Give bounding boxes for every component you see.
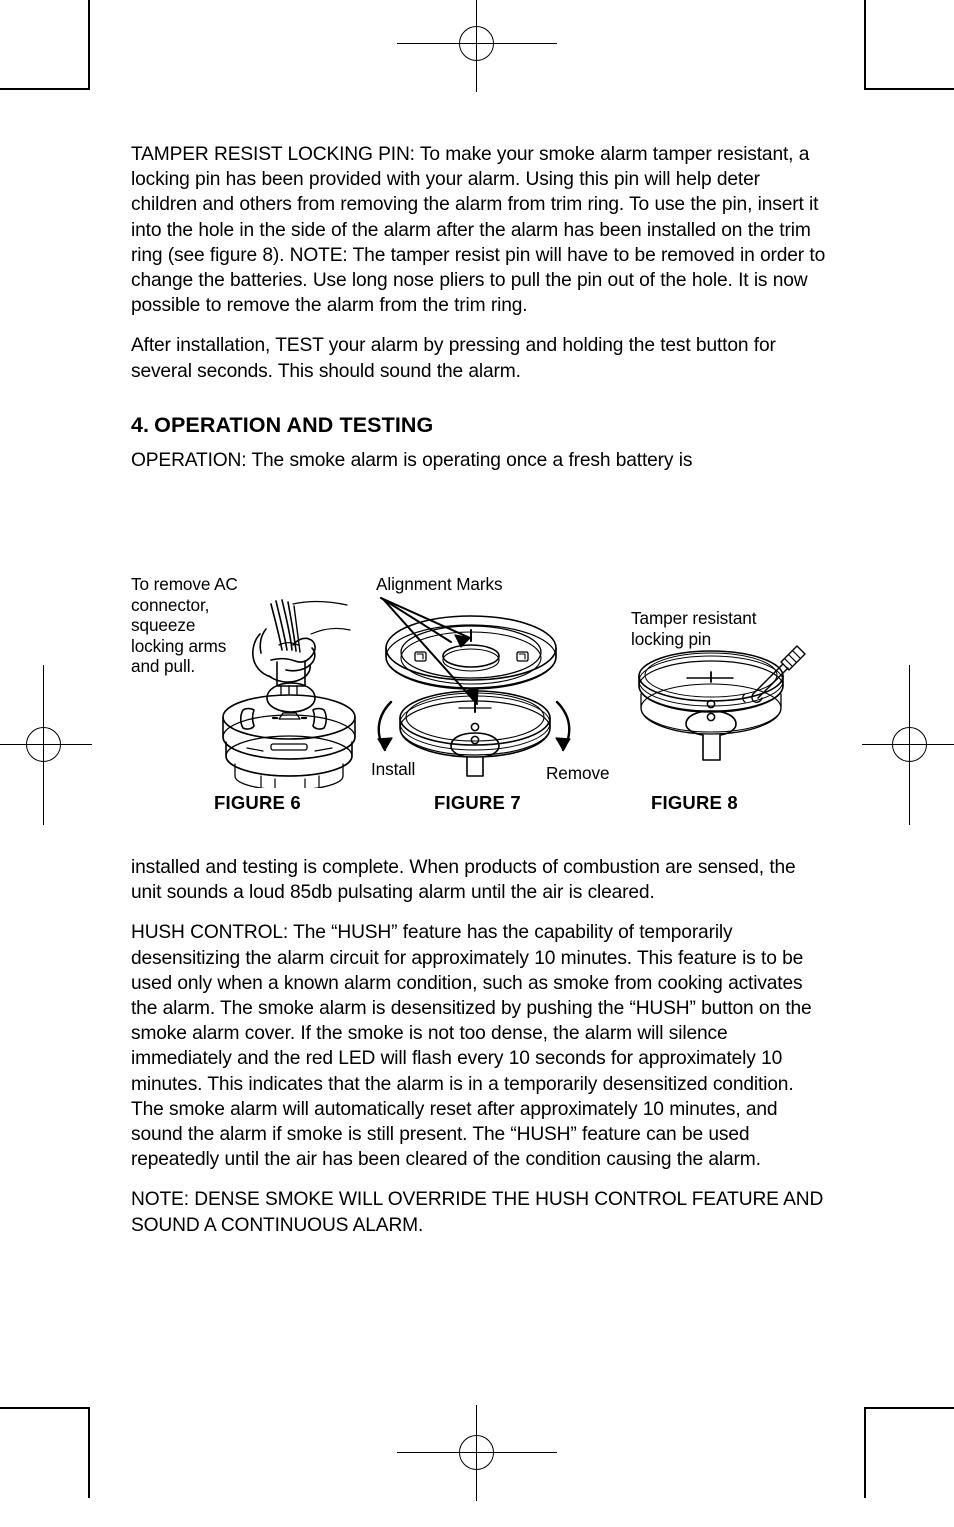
registration-mark-top xyxy=(397,0,557,92)
crop-mark-bottom-left-horizontal xyxy=(0,1407,90,1409)
figure7-caption: FIGURE 7 xyxy=(434,792,521,813)
section-number: 4. xyxy=(131,412,150,437)
figure7-callout-label: Alignment Marks xyxy=(376,574,503,594)
figure7-install-label: Install xyxy=(371,759,416,779)
figure7-artwork xyxy=(371,596,581,786)
crop-mark-top-right-vertical xyxy=(864,0,866,90)
lower-text-block xyxy=(131,855,831,1253)
figure7-remove-label: Remove xyxy=(546,763,610,783)
crop-mark-top-left-horizontal xyxy=(0,88,90,90)
figures-band xyxy=(131,570,831,830)
registration-mark-left xyxy=(0,665,92,825)
section-title: OPERATION AND TESTING xyxy=(154,412,434,437)
crop-mark-top-right-horizontal xyxy=(864,88,954,90)
paragraph-after-installation-test: After installation, TEST your alarm by pressing and holding the test button for several seconds. This should sound the alarm. xyxy=(131,335,776,382)
figure8-callout-label: Tamper resistant locking pin xyxy=(631,608,757,649)
figure6-callout-label: To remove AC connector, squeeze locking arms and pull. xyxy=(131,574,238,676)
registration-mark-bottom xyxy=(397,1405,557,1501)
crop-mark-bottom-left-vertical xyxy=(88,1408,90,1498)
figure8-caption: FIGURE 8 xyxy=(651,792,738,813)
paragraph-note-dense-smoke: NOTE: DENSE SMOKE WILL OVERRIDE THE HUSH CONTROL FEATURE AND SOUND A CONTINUOUS ALARM. xyxy=(131,1189,824,1236)
paragraph-installed-and-testing: installed and testing is complete. When products of combustion are sensed, the unit sounds a loud 85db pulsating alarm until the air is cleared. xyxy=(131,857,796,904)
paragraph-hush-control: HUSH CONTROL: The “HUSH” feature has the capability of temporarily desensitizing the alarm circuit for approximately 10 minutes. This feature is to be used only when a known alarm condition, such as smoke from cooking activates the alarm. The smoke alarm is desensitized by pushing the “HUSH” button on the smoke alarm cover. If the smoke is not too dense, the alarm will silence immediately and the red LED will flash every 10 seconds for approximately 10 minutes. This indicates that the alarm is in a temporarily desensitized condition. The smoke alarm will automatically reset after approximately 10 minutes, and sound the alarm if smoke is still present. The “HUSH” feature can be used repeatedly until the air has been cleared of the condition causing the alarm. xyxy=(131,922,812,1171)
section-heading-operation-and-testing xyxy=(131,412,831,438)
crop-mark-top-left-vertical xyxy=(88,0,90,90)
crop-mark-bottom-right-vertical xyxy=(864,1408,866,1498)
paragraph-operation-intro: OPERATION: The smoke alarm is operating once a fresh battery is xyxy=(131,449,693,471)
crop-mark-bottom-right-horizontal xyxy=(864,1407,954,1409)
registration-mark-right xyxy=(862,665,954,825)
figure6-artwork xyxy=(219,598,359,788)
figure8-artwork xyxy=(633,642,808,777)
paragraph-tamper-resist-locking-pin: TAMPER RESIST LOCKING PIN: To make your smoke alarm tamper resistant, a locking pin has been provided with your alarm. Using this pin will help deter children and others from removing the alarm from trim ring. To use the pin, insert it into the hole in the side of the alarm after the alarm has been installed on the trim ring (see figure 8). NOTE: The tamper resist pin will have to be removed in order to change the batteries. Use long nose pliers to pull the pin out of the hole. It is now possible to remove the alarm from the trim ring. xyxy=(131,144,826,317)
figure6-caption: FIGURE 6 xyxy=(214,792,301,813)
upper-text-block xyxy=(131,142,831,488)
